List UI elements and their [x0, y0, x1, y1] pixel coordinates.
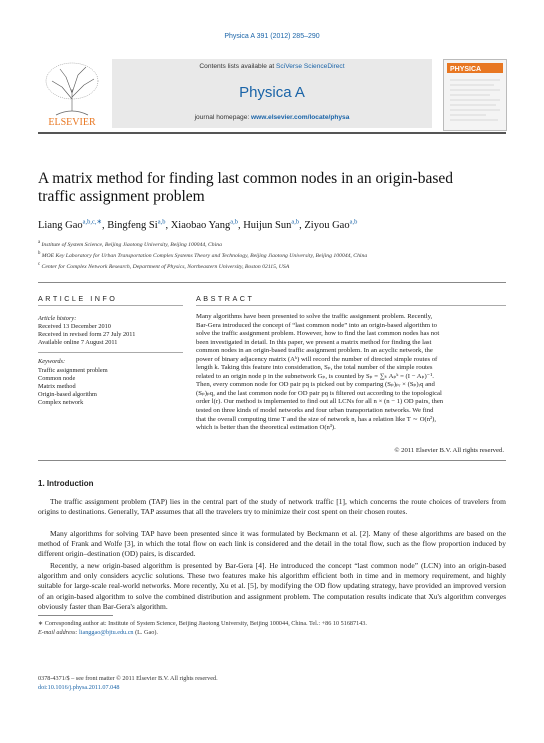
article-title [38, 170, 508, 206]
corresponding-author-footnote [38, 620, 506, 637]
footnote-line: ∗ Corresponding author at: Institute of System Science, Beijing Jiaotong University, Beijing 100044, China. Tel.: +86 10 51687143. [38, 620, 367, 627]
abstract-line: been investigated in detail. In this paper, we present a matrix method for finding the last [196, 338, 432, 346]
author[interactable]: Liang Gao$^{a,b,c,∗}$, [38, 218, 108, 231]
abstract-line: Many algorithms have been presented to solve the traffic assignment problem. Recently, [196, 313, 433, 320]
journal-homepage-link[interactable]: www.elsevier.com/locate/physa [251, 114, 350, 121]
email-label: E-mail address: [38, 628, 80, 636]
history-item: Available online 7 August 2011 [38, 339, 118, 346]
history-label: Article history: [38, 315, 77, 322]
homepage-prefix: journal homepage: [194, 114, 252, 121]
author[interactable]: Bingfeng Si$^{a,b}$, [107, 218, 171, 231]
footnote-email-line [38, 629, 506, 638]
intro-paragraph: The traffic assignment problem (TAP) lies in the central part of the study of network traffic [1], which concerns the route choices of travelers from origins to destinations. Generally, TAP assumes that all the travelers try to minimize their cost spent on their chosen routes. [38, 497, 506, 517]
affiliation: $^c$ Center for Complex Network Research, Department of Physics, Northeastern University, Boston 02115, USA [38, 262, 290, 270]
abstract-body [196, 313, 504, 433]
article-info-rule [38, 305, 183, 306]
abstract-line: which is better than the theoretical estimation O(n³). [196, 424, 336, 432]
abstract-line: order l(r). Our method is implemented to find out all LCNs for all n × (n − 1) OD pairs, then [196, 398, 444, 406]
keyword: Matrix method [38, 383, 76, 390]
abstract-line: power of binary adjacency matrix (Aᵏ) will record the number of directed simple routes of [196, 355, 438, 363]
title-line-2: traffic assignment problem [38, 188, 205, 205]
keyword: Traffic assignment problem [38, 367, 108, 374]
contents-prefix: Contents lists available at [199, 63, 277, 70]
history-item: Received in revised form 27 July 2011 [38, 331, 136, 338]
author[interactable]: Huijun Sun$^{a,b}$, [243, 218, 305, 231]
keywords-rule [38, 352, 183, 353]
author[interactable]: Ziyou Gao$^{a,b}$ [304, 218, 358, 231]
abstract-line: solve the traffic assignment problem. However, how to find the last common nodes has not [196, 330, 440, 338]
copyright-notice: © 2011 Elsevier B.V. All rights reserved. [394, 447, 504, 454]
issn-line: 0378-4371/$ – see front matter © 2011 Elsevier B.V. All rights reserved. [38, 675, 218, 682]
sciencedirect-link[interactable]: SciVerse ScienceDirect [276, 63, 345, 70]
footnote-rule [38, 615, 113, 616]
article-info-heading: ARTICLE INFO [38, 294, 118, 303]
journal-reference[interactable]: Physica A 391 (2012) 285–290 [224, 33, 320, 40]
homepage-line [112, 114, 432, 121]
journal-cover-thumbnail [443, 59, 507, 131]
contents-line [112, 63, 432, 70]
history-item: Received 13 December 2010 [38, 323, 111, 330]
abstract-line: tested on three kinds of model networks and four urban transportation networks. We find [196, 407, 434, 415]
abstract-line: common nodes in an origin-based traffic assignment problem. In an acyclic network, the [196, 347, 433, 355]
abstract-rule [196, 305, 506, 306]
journal-name: Physica A [239, 84, 305, 101]
author-list [38, 217, 508, 231]
abstract-bottom-rule [38, 460, 506, 461]
doi-link[interactable]: doi:10.1016/j.physa.2011.07.048 [38, 683, 120, 691]
section-rule [38, 282, 506, 283]
abstract-line: length k. Taking this feature into consideration, Sₚ, the total number of the simple routes [196, 364, 433, 372]
keyword: Complex network [38, 399, 84, 406]
author[interactable]: Xiaobao Yang$^{a,b}$, [170, 218, 244, 231]
publisher-name: ELSEVIER [48, 117, 96, 128]
email-suffix: (L. Gao). [133, 628, 158, 636]
abstract-line: Then, every common node for OD pair pq is picked out by comparing (Sₚ)ₚᵣ × (Sₚ)ᵣq and [196, 381, 435, 389]
abstract-heading: ABSTRACT [196, 294, 255, 303]
header-rule [38, 132, 506, 134]
title-line-1: A matrix method for finding last common nodes in an origin-based [38, 170, 453, 187]
keyword: Common node [38, 375, 76, 382]
email-link[interactable]: lianggao@bjtu.edu.cn [79, 628, 134, 636]
abstract-line: (Sₚ)ₚq, and the last common node for OD pair pq is filtered out according to the topological [196, 389, 442, 397]
intro-paragraph: Many algorithms for solving TAP have been presented since it was formulated by Beckmann et al. [2]. Many of these algorithms are based on the method of Frank and Wolfe [3], in which the total flow on each link is considered and the detail in the total flow, such as the flow proportion induced by different origin–destination (OD) pairs, is discarded. [38, 529, 506, 559]
journal-banner [112, 59, 432, 128]
elsevier-logo [38, 59, 106, 129]
abstract-line: related to an origin node p in the subnetwork Gₚ, is counted by Sₚ = ∑ₖ Aₚᵏ = (I − Aₚ)⁻¹. [196, 372, 434, 380]
keyword: Origin-based algorithm [38, 391, 97, 398]
cover-title: PHYSICA [450, 66, 482, 73]
abstract-line: that the overall computing time T and the size of network n, has a relation like T ∼ O(n²), [196, 415, 437, 423]
section-heading-introduction: 1. Introduction [38, 479, 94, 488]
affiliation: $^b$ MOE Key Laboratory for Urban Transportation Complex Systems Theory and Technology, Beijing Jiaotong University, Beijing 100044, China [38, 251, 368, 259]
front-matter-meta [38, 675, 218, 692]
affiliation: $^a$ Institute of System Science, Beijing Jiaotong University, Beijing 100044, China [38, 240, 222, 248]
abstract-line: Bar-Gera introduced the concept of “last common node” into an origin-based algorithm to [196, 321, 437, 329]
intro-paragraph: Recently, a new origin-based algorithm is presented by Bar-Gera [4]. He introduced the concept “last common node” (LCN) into an origin-based algorithm and only considers acyclic solutions. These two features make his algorithm efficient both in time and in memory requirement, and highly suitable for large-scale real-world networks. More recently, Xu et al. [5], by modifying the OD flow updating strategy, have provided an improved version of an origin-based algorithm to solve the combined distribution and assignment problem. The computation results indicate that Xu's algorithm converges obviously faster than Bar-Gera's algorithm. [38, 561, 506, 611]
keywords-label: Keywords: [38, 358, 66, 365]
